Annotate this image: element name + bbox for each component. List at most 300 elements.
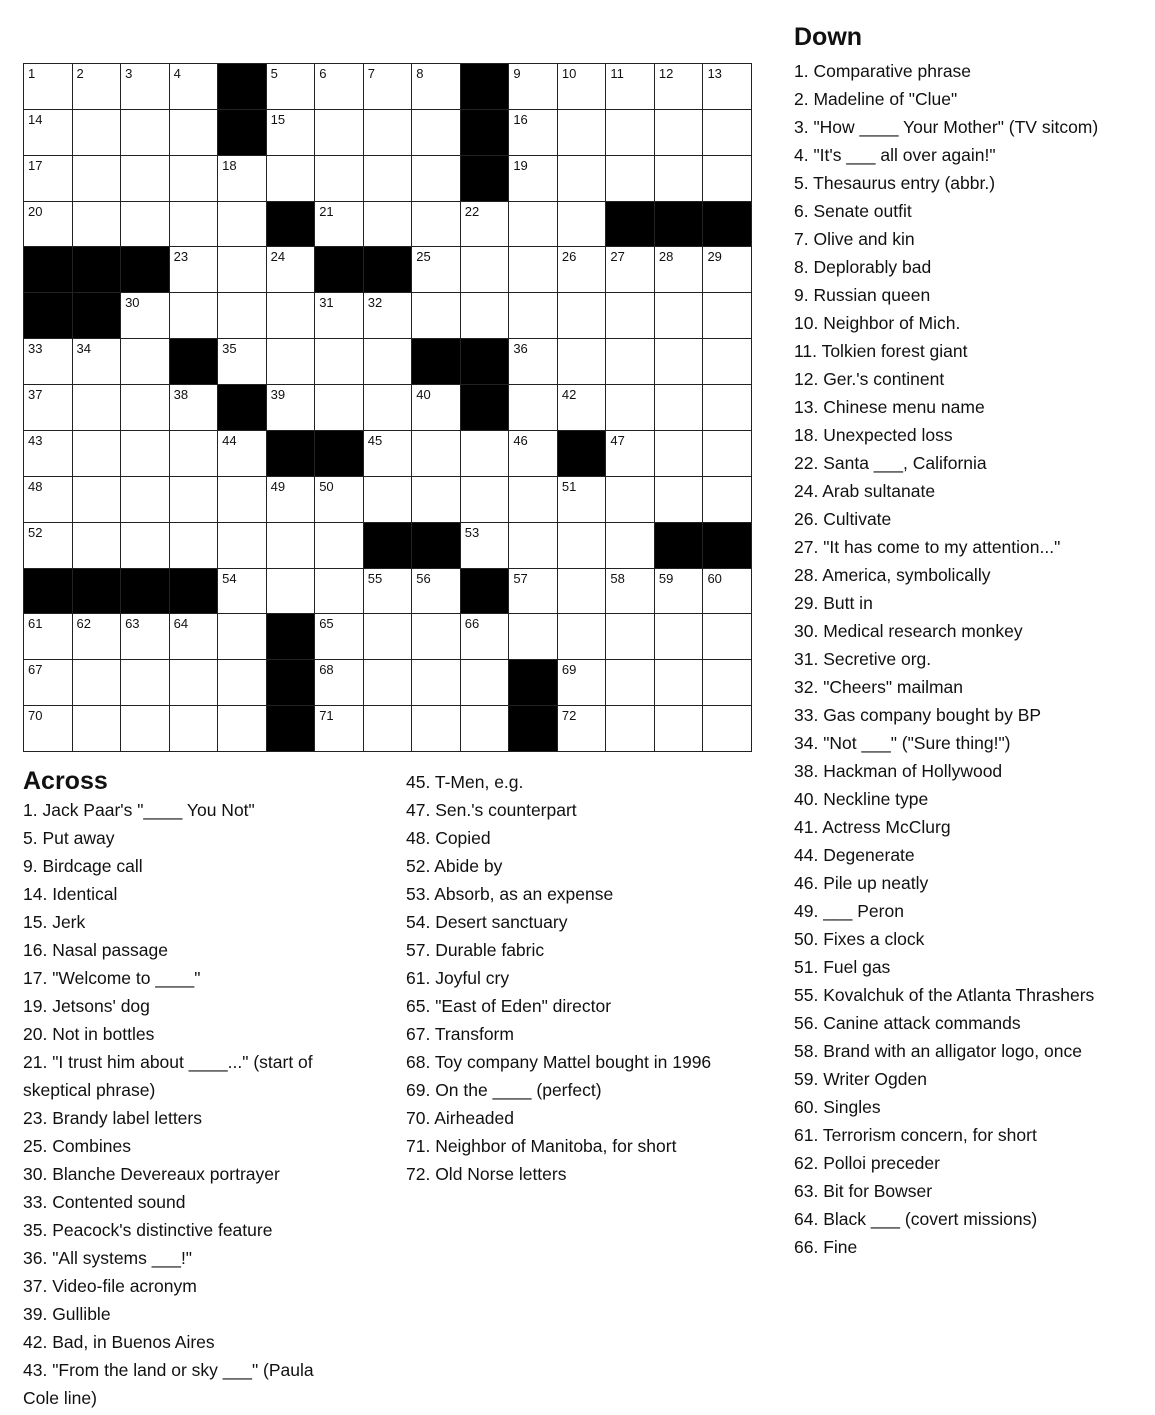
grid-cell[interactable] — [364, 660, 413, 706]
grid-cell[interactable] — [703, 385, 752, 431]
cell-number: 21 — [319, 203, 334, 219]
clue-item: 63. Bit for Bowser — [794, 1181, 933, 1201]
grid-cell[interactable] — [655, 706, 704, 752]
grid-cell[interactable] — [509, 247, 558, 293]
clue-item: 49. ___ Peron — [794, 901, 904, 921]
grid-cell[interactable] — [315, 293, 364, 339]
grid-cell[interactable] — [558, 385, 607, 431]
grid-cell[interactable] — [606, 385, 655, 431]
grid-cell[interactable] — [364, 339, 413, 385]
clue-item: 2. Madeline of "Clue" — [794, 89, 958, 109]
grid-cell[interactable] — [606, 706, 655, 752]
cell-number: 53 — [464, 524, 480, 540]
cell-number: 61 — [28, 616, 43, 632]
grid-cell[interactable] — [121, 477, 170, 523]
grid-cell[interactable] — [267, 293, 316, 339]
clue-item: 29. Butt in — [794, 593, 873, 613]
grid-cell[interactable] — [121, 523, 170, 569]
clue-item: 18. Unexpected loss — [794, 425, 953, 445]
cell-number: 47 — [610, 432, 625, 448]
grid-cell[interactable] — [364, 614, 413, 660]
grid-cell[interactable] — [73, 156, 122, 202]
grid-cell[interactable] — [73, 385, 122, 431]
grid-cell[interactable] — [364, 385, 413, 431]
grid-cell[interactable] — [509, 431, 558, 477]
grid-cell[interactable] — [655, 569, 704, 615]
cell-number: 11 — [610, 66, 624, 81]
clue-item: 62. Polloi preceder — [794, 1153, 940, 1173]
black-square — [703, 202, 752, 248]
grid-cell[interactable] — [655, 385, 704, 431]
cell-number: 56 — [416, 570, 431, 586]
grid-cell[interactable] — [121, 614, 170, 660]
grid-cell[interactable] — [461, 293, 510, 339]
grid-cell[interactable] — [121, 64, 170, 110]
grid-cell[interactable] — [558, 156, 607, 202]
grid-cell[interactable] — [655, 339, 704, 385]
grid-cell[interactable] — [364, 477, 413, 523]
grid-cell[interactable] — [73, 339, 122, 385]
cell-number: 63 — [125, 616, 140, 632]
cell-number: 30 — [125, 295, 140, 311]
grid-cell[interactable] — [218, 339, 267, 385]
across-clues-column-2 — [406, 768, 766, 1188]
grid-cell[interactable] — [218, 247, 267, 293]
grid-cell[interactable] — [509, 477, 558, 523]
grid-cell[interactable] — [364, 202, 413, 248]
grid-cell[interactable] — [558, 202, 607, 248]
clue-item: 5. Put away — [23, 828, 115, 848]
grid-cell[interactable] — [509, 339, 558, 385]
clue-item: 23. Brandy label letters — [23, 1108, 202, 1128]
clue-item: 53. Absorb, as an expense — [406, 884, 614, 904]
cell-number: 50 — [319, 478, 334, 494]
clue-item: 3. "How ____ Your Mother" (TV sitcom) — [794, 117, 1099, 137]
grid-cell[interactable] — [121, 660, 170, 706]
clue-item: 9. Russian queen — [794, 285, 931, 305]
grid-cell[interactable] — [315, 156, 364, 202]
clue-item: 58. Brand with an alligator logo, once — [794, 1041, 1082, 1061]
cell-number: 66 — [464, 616, 480, 632]
cell-number: 15 — [270, 111, 286, 127]
grid-cell[interactable] — [412, 660, 461, 706]
clue-item: 67. Transform — [406, 1024, 514, 1044]
clue-item: 61. Terrorism concern, for short — [794, 1125, 1037, 1145]
clue-item: 22. Santa ___, California — [794, 453, 987, 473]
grid-cell[interactable] — [267, 523, 316, 569]
grid-cell[interactable] — [509, 64, 558, 110]
grid-cell[interactable] — [558, 706, 607, 752]
grid-cell[interactable] — [121, 293, 170, 339]
grid-cell[interactable] — [121, 339, 170, 385]
clue-item: 34. "Not ___" ("Sure thing!") — [794, 733, 1011, 753]
grid-cell[interactable] — [509, 156, 558, 202]
grid-cell[interactable] — [509, 385, 558, 431]
grid-cell[interactable] — [655, 477, 704, 523]
grid-cell[interactable] — [73, 110, 122, 156]
cell-number: 57 — [513, 570, 528, 586]
grid-cell[interactable] — [121, 706, 170, 752]
grid-cell[interactable] — [24, 660, 73, 706]
grid-cell[interactable] — [606, 614, 655, 660]
grid-cell[interactable] — [461, 431, 510, 477]
grid-cell[interactable] — [412, 64, 461, 110]
grid-cell[interactable] — [170, 523, 219, 569]
clue-item: 57. Durable fabric — [406, 940, 545, 960]
cell-number: 42 — [561, 387, 577, 403]
grid-cell[interactable] — [315, 706, 364, 752]
grid-cell[interactable] — [170, 614, 219, 660]
clue-item: 66. Fine — [794, 1237, 858, 1257]
grid-cell[interactable] — [218, 431, 267, 477]
grid-cell[interactable] — [170, 385, 219, 431]
grid-cell[interactable] — [170, 706, 219, 752]
grid-cell[interactable] — [364, 569, 413, 615]
clue-item: 4. "It's ___ all over again!" — [794, 145, 996, 165]
grid-cell[interactable] — [24, 202, 73, 248]
clue-item: 14. Identical — [23, 884, 118, 904]
cell-number: 43 — [28, 432, 43, 448]
cell-number: 3 — [125, 66, 133, 81]
grid-cell[interactable] — [24, 614, 73, 660]
grid-cell[interactable] — [121, 202, 170, 248]
cell-number: 23 — [173, 249, 189, 265]
grid-cell[interactable] — [170, 202, 219, 248]
black-square — [267, 614, 316, 660]
cell-number: 54 — [222, 570, 237, 586]
cell-number: 16 — [513, 111, 528, 127]
grid-cell[interactable] — [703, 156, 752, 202]
clue-item: skeptical phrase) — [23, 1080, 156, 1100]
grid-cell[interactable] — [24, 706, 73, 752]
black-square — [315, 247, 364, 293]
clue-item: 21. "I trust him about ____..." (start of — [23, 1052, 313, 1072]
grid-cell[interactable] — [655, 431, 704, 477]
grid-cell[interactable] — [606, 156, 655, 202]
grid-cell[interactable] — [703, 64, 752, 110]
grid-cell[interactable] — [73, 477, 122, 523]
grid-cell[interactable] — [218, 614, 267, 660]
cell-number: 2 — [76, 66, 84, 81]
grid-cell[interactable] — [73, 431, 122, 477]
grid-cell[interactable] — [412, 293, 461, 339]
cell-number: 28 — [658, 249, 674, 265]
black-square — [218, 64, 267, 110]
grid-cell[interactable] — [606, 431, 655, 477]
cell-number: 20 — [28, 203, 43, 219]
grid-cell[interactable] — [606, 339, 655, 385]
black-square — [121, 247, 170, 293]
grid-cell[interactable] — [121, 385, 170, 431]
clue-item: 46. Pile up neatly — [794, 873, 929, 893]
grid-cell[interactable] — [267, 477, 316, 523]
clue-item: 54. Desert sanctuary — [406, 912, 568, 932]
grid-cell[interactable] — [315, 339, 364, 385]
cell-number: 32 — [367, 295, 383, 311]
grid-cell[interactable] — [509, 293, 558, 339]
grid-cell[interactable] — [218, 202, 267, 248]
grid-cell[interactable] — [364, 431, 413, 477]
grid-cell[interactable] — [170, 293, 219, 339]
grid-cell[interactable] — [606, 247, 655, 293]
grid-cell[interactable] — [364, 706, 413, 752]
grid-cell[interactable] — [315, 477, 364, 523]
clue-item: 41. Actress McClurg — [794, 817, 951, 837]
grid-cell[interactable] — [24, 64, 73, 110]
cell-number: 49 — [270, 478, 286, 494]
cell-number: 36 — [513, 341, 528, 357]
grid-cell[interactable] — [703, 569, 752, 615]
grid-cell[interactable] — [267, 385, 316, 431]
grid-cell[interactable] — [218, 523, 267, 569]
grid-cell[interactable] — [655, 614, 704, 660]
grid-cell[interactable] — [509, 202, 558, 248]
grid-cell[interactable] — [121, 156, 170, 202]
cell-number: 44 — [222, 432, 237, 448]
cell-number: 64 — [173, 616, 189, 632]
grid-cell[interactable] — [412, 431, 461, 477]
grid-cell[interactable] — [703, 706, 752, 752]
clue-item: 6. Senate outfit — [794, 201, 912, 221]
clue-item: 52. Abide by — [406, 856, 503, 876]
grid-cell[interactable] — [703, 110, 752, 156]
grid-cell[interactable] — [364, 156, 413, 202]
grid-cell[interactable] — [24, 110, 73, 156]
cell-number: 65 — [319, 616, 334, 632]
grid-cell[interactable] — [509, 110, 558, 156]
black-square — [218, 110, 267, 156]
black-square — [24, 293, 73, 339]
grid-cell[interactable] — [315, 202, 364, 248]
cell-number: 27 — [610, 249, 625, 265]
grid-cell[interactable] — [558, 660, 607, 706]
cell-number: 70 — [28, 708, 43, 724]
grid-cell[interactable] — [24, 431, 73, 477]
grid-cell[interactable] — [606, 64, 655, 110]
grid-cell[interactable] — [267, 569, 316, 615]
down-heading: Down — [794, 23, 863, 51]
grid-cell[interactable] — [412, 385, 461, 431]
cell-number: 18 — [222, 157, 237, 173]
black-square — [509, 706, 558, 752]
clue-item: 30. Medical research monkey — [794, 621, 1023, 641]
clue-item: 31. Secretive org. — [794, 649, 932, 669]
grid-cell[interactable] — [558, 614, 607, 660]
grid-cell[interactable] — [170, 156, 219, 202]
grid-cell[interactable] — [170, 64, 219, 110]
black-square — [461, 339, 510, 385]
grid-cell[interactable] — [218, 156, 267, 202]
grid-cell[interactable] — [655, 247, 704, 293]
grid-cell[interactable] — [703, 614, 752, 660]
cell-number: 31 — [319, 295, 334, 311]
cell-number: 7 — [367, 66, 375, 81]
grid-cell[interactable] — [461, 247, 510, 293]
grid-cell[interactable] — [509, 614, 558, 660]
grid-cell[interactable] — [170, 477, 219, 523]
grid-cell[interactable] — [412, 569, 461, 615]
across-heading: Across — [23, 767, 108, 795]
grid-cell[interactable] — [73, 706, 122, 752]
clue-item: 43. "From the land or sky ___" (Paula — [23, 1360, 314, 1380]
clue-item: Cole line) — [23, 1388, 97, 1408]
grid-cell[interactable] — [509, 569, 558, 615]
clue-item: 9. Birdcage call — [23, 856, 143, 876]
clue-item: 44. Degenerate — [794, 845, 915, 865]
grid-cell[interactable] — [170, 431, 219, 477]
grid-cell[interactable] — [121, 431, 170, 477]
grid-cell[interactable] — [412, 202, 461, 248]
cell-number: 62 — [76, 616, 91, 632]
grid-cell[interactable] — [24, 477, 73, 523]
clue-item: 36. "All systems ___!" — [23, 1248, 193, 1268]
grid-cell[interactable] — [218, 660, 267, 706]
grid-cell[interactable] — [606, 110, 655, 156]
black-square — [73, 293, 122, 339]
clue-item: 12. Ger.'s continent — [794, 369, 945, 389]
grid-cell[interactable] — [218, 293, 267, 339]
grid-cell[interactable] — [461, 202, 510, 248]
grid-cell[interactable] — [267, 339, 316, 385]
grid-cell[interactable] — [461, 477, 510, 523]
grid-cell[interactable] — [606, 523, 655, 569]
black-square — [509, 660, 558, 706]
cell-number: 26 — [561, 249, 577, 265]
clue-item: 7. Olive and kin — [794, 229, 915, 249]
clue-item: 25. Combines — [23, 1136, 131, 1156]
black-square — [73, 247, 122, 293]
cell-number: 4 — [173, 66, 181, 81]
grid-cell[interactable] — [24, 156, 73, 202]
grid-cell[interactable] — [558, 477, 607, 523]
black-square — [655, 523, 704, 569]
grid-cell[interactable] — [558, 247, 607, 293]
grid-cell[interactable] — [558, 523, 607, 569]
grid-cell[interactable] — [267, 110, 316, 156]
grid-cell[interactable] — [218, 706, 267, 752]
grid-cell[interactable] — [655, 156, 704, 202]
grid-cell[interactable] — [73, 64, 122, 110]
grid-cell[interactable] — [558, 339, 607, 385]
grid-cell[interactable] — [315, 660, 364, 706]
clue-item: 1. Comparative phrase — [794, 61, 972, 81]
black-square — [558, 431, 607, 477]
clue-item: 8. Deplorably bad — [794, 257, 932, 277]
grid-cell[interactable] — [73, 614, 122, 660]
grid-cell[interactable] — [412, 110, 461, 156]
cell-number: 72 — [561, 708, 577, 724]
grid-cell[interactable] — [315, 385, 364, 431]
grid-cell[interactable] — [606, 293, 655, 339]
grid-cell[interactable] — [703, 247, 752, 293]
grid-cell[interactable] — [73, 660, 122, 706]
cell-number: 34 — [76, 341, 91, 357]
grid-cell[interactable] — [73, 202, 122, 248]
grid-cell[interactable] — [606, 660, 655, 706]
grid-cell[interactable] — [461, 660, 510, 706]
grid-cell[interactable] — [558, 569, 607, 615]
grid-cell[interactable] — [24, 523, 73, 569]
grid-cell[interactable] — [24, 385, 73, 431]
clue-item: 13. Chinese menu name — [794, 397, 985, 417]
grid-cell[interactable] — [315, 614, 364, 660]
grid-cell[interactable] — [73, 523, 122, 569]
clue-item: 16. Nasal passage — [23, 940, 168, 960]
clue-item: 59. Writer Ogden — [794, 1069, 927, 1089]
clue-item: 10. Neighbor of Mich. — [794, 313, 961, 333]
grid-cell[interactable] — [606, 477, 655, 523]
grid-cell[interactable] — [509, 523, 558, 569]
grid-cell[interactable] — [703, 477, 752, 523]
grid-cell[interactable] — [461, 614, 510, 660]
grid-cell[interactable] — [364, 64, 413, 110]
grid-cell[interactable] — [655, 64, 704, 110]
black-square — [24, 247, 73, 293]
grid-cell[interactable] — [703, 431, 752, 477]
grid-cell[interactable] — [24, 339, 73, 385]
grid-cell[interactable] — [364, 110, 413, 156]
grid-cell[interactable] — [315, 64, 364, 110]
grid-cell[interactable] — [267, 64, 316, 110]
grid-cell[interactable] — [412, 477, 461, 523]
grid-cell[interactable] — [218, 569, 267, 615]
grid-cell[interactable] — [703, 660, 752, 706]
grid-cell[interactable] — [558, 64, 607, 110]
grid-cell[interactable] — [412, 156, 461, 202]
grid-cell[interactable] — [121, 110, 170, 156]
grid-cell[interactable] — [412, 614, 461, 660]
cell-number: 69 — [561, 662, 577, 678]
clue-item: 72. Old Norse letters — [406, 1164, 567, 1184]
grid-cell[interactable] — [364, 293, 413, 339]
grid-cell[interactable] — [655, 110, 704, 156]
cell-number: 1 — [28, 66, 36, 81]
cell-number: 9 — [513, 66, 521, 81]
grid-cell[interactable] — [267, 156, 316, 202]
grid-cell[interactable] — [412, 706, 461, 752]
cell-number: 60 — [707, 570, 722, 586]
grid-cell[interactable] — [170, 660, 219, 706]
grid-cell[interactable] — [315, 569, 364, 615]
grid-cell[interactable] — [703, 293, 752, 339]
grid-cell[interactable] — [655, 293, 704, 339]
grid-cell[interactable] — [412, 247, 461, 293]
black-square — [364, 523, 413, 569]
grid-cell[interactable] — [461, 706, 510, 752]
black-square — [606, 202, 655, 248]
grid-cell[interactable] — [218, 477, 267, 523]
grid-cell[interactable] — [558, 110, 607, 156]
grid-cell[interactable] — [606, 569, 655, 615]
grid-cell[interactable] — [655, 660, 704, 706]
grid-cell[interactable] — [170, 247, 219, 293]
cell-number: 10 — [561, 66, 577, 81]
grid-cell[interactable] — [170, 110, 219, 156]
crossword-grid — [23, 63, 752, 752]
clue-item: 68. Toy company Mattel bought in 1996 — [406, 1052, 712, 1072]
cell-number: 14 — [28, 111, 43, 127]
black-square — [218, 385, 267, 431]
grid-cell[interactable] — [461, 523, 510, 569]
grid-cell[interactable] — [315, 523, 364, 569]
cell-number: 8 — [416, 66, 424, 81]
grid-cell[interactable] — [267, 247, 316, 293]
clue-item: 20. Not in bottles — [23, 1024, 155, 1044]
grid-cell[interactable] — [315, 110, 364, 156]
down-clues — [794, 57, 1144, 1261]
grid-cell[interactable] — [703, 339, 752, 385]
grid-cell[interactable] — [558, 293, 607, 339]
